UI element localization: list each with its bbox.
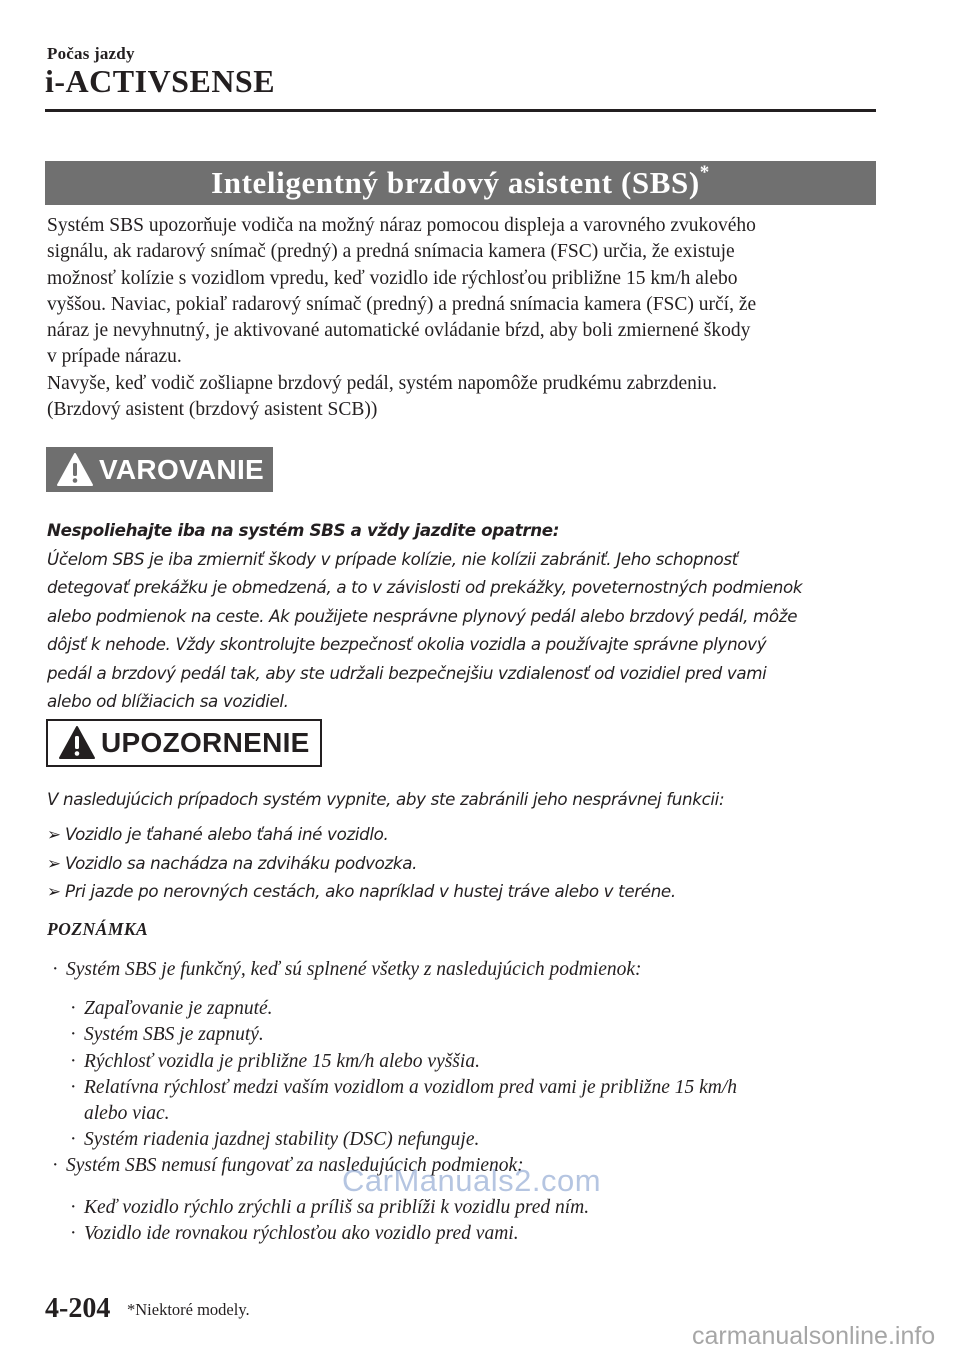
list-item-continuation: alebo viac. xyxy=(84,1103,170,1125)
warning-label: VAROVANIE xyxy=(99,453,265,485)
intro-line: vyššou. Naviac, pokiaľ radarový snímač (predný) a predná snímacia kamera (FSC) určí, že xyxy=(47,293,757,315)
watermark: CarManuals2.com xyxy=(342,1163,602,1198)
bullet-dot: · xyxy=(70,1223,77,1245)
intro-line: Systém SBS upozorňuje vodiča na možný náraz pomocou displeja a varovného zvukového xyxy=(47,215,756,236)
arrow-bullet-icon: ➢ xyxy=(47,852,61,873)
list-item: · Keď vozidlo rýchlo zrýchli a príliš sa priblíži k vozidlu pred ním. xyxy=(70,1195,870,1221)
arrow-bullet-icon: ➢ xyxy=(47,824,61,844)
footnote: *Niektoré modely. xyxy=(127,1300,250,1319)
arrow-bullet-icon: ➢ xyxy=(47,881,61,901)
bullet-dot: · xyxy=(70,1050,77,1072)
warning-text xyxy=(47,516,882,716)
warning-triangle-icon xyxy=(57,723,97,763)
bullet-dot: · xyxy=(52,1155,59,1176)
warning-banner xyxy=(46,447,273,492)
warning-line: detegovať prekážku je obmedzená, a to v závislosti od prekážky, poveternostných podmienok xyxy=(47,577,803,597)
note-point: · Systém SBS nemusí fungovať za nasledujúcich podmienok: xyxy=(52,1153,882,1179)
list-item: ➢ Pri jazde po nerovných cestách, ako napríklad v hustej tráve alebo v teréne. xyxy=(47,877,887,906)
chapter-title: i-ACTIVSENSE xyxy=(45,63,276,99)
caution-intro: V nasledujúcich prípadoch systém vypnite, aby ste zabránili jeho nesprávnej funkcii: xyxy=(47,789,725,809)
warning-heading: Nespoliehajte iba na systém SBS a vždy jazdite opatrne: xyxy=(47,520,560,540)
warning-triangle-icon xyxy=(55,450,95,490)
list-item: ➢ Vozidlo je ťahané alebo ťahá iné vozidlo. xyxy=(47,820,887,849)
header-rule xyxy=(45,109,876,112)
note-sublist xyxy=(70,996,870,1154)
list-item: · Systém riadenia jazdnej stability (DSC) nefunguje. xyxy=(70,1127,870,1153)
list-item: · Relatívna rýchlosť medzi vaším vozidlom a vozidlom pred vami je približne 15 km/h xyxy=(70,1075,870,1101)
list-item: ➢ Vozidlo sa nachádza na zdviháku podvozka. xyxy=(47,849,887,878)
bullet-dot: · xyxy=(70,1076,77,1098)
page-number: 4-204 xyxy=(45,1293,111,1324)
intro-line: (Brzdový asistent (brzdový asistent SCB)) xyxy=(47,399,378,421)
warning-line: alebo podmienok na ceste. Ak použijete nesprávne plynový pedál alebo brzdový pedál, môže xyxy=(47,605,798,626)
list-item: · Vozidlo ide rovnakou rýchlosťou ako vozidlo pred vami. xyxy=(70,1221,870,1247)
note-sublist xyxy=(70,1195,870,1248)
intro-line: náraz je nevyhnutný, je aktivované automatické ovládanie bŕzd, aby boli zmiernené škody xyxy=(47,320,751,342)
list-item: · Rýchlosť vozidla je približne 15 km/h alebo vyššia. xyxy=(70,1049,870,1075)
section-title: Inteligentný brzdový asistent (SBS) xyxy=(211,165,700,200)
intro-text xyxy=(47,213,877,423)
warning-line: alebo od blížiacich sa vozidiel. xyxy=(47,691,289,711)
section-label: Počas jazdy xyxy=(47,44,135,63)
intro-line: Navyše, keď vodič zošliapne brzdový pedál, systém napomôže prudkému zabrzdeniu. xyxy=(47,372,717,394)
note-heading: POZNÁMKA xyxy=(47,919,149,939)
model-marker: * xyxy=(699,162,710,183)
site-watermark: carmanualsonline.info xyxy=(692,1322,936,1350)
bullet-dot: · xyxy=(70,1197,77,1218)
list-item: · Zapaľovanie je zapnuté. xyxy=(70,996,870,1022)
caution-list xyxy=(47,820,887,906)
bullet-dot: · xyxy=(70,1024,77,1046)
warning-line: dôjsť k nehode. Vždy skontrolujte bezpečnosť okolia vozidla a používajte správne plynový xyxy=(47,634,767,654)
bullet-dot: · xyxy=(70,998,77,1019)
note-point: · Systém SBS je funkčný, keď sú splnené všetky z nasledujúcich podmienok: xyxy=(52,957,882,983)
caution-banner xyxy=(46,719,322,767)
bullet-dot: · xyxy=(70,1129,77,1151)
intro-line: možnosť kolízie s vozidlom vpredu, keď vozidlo ide rýchlosťou približne 15 km/h alebo xyxy=(47,267,738,289)
intro-line: v prípade nárazu. xyxy=(47,346,182,368)
warning-line: pedál a brzdový pedál tak, aby ste udržali bezpečnejšiu vzdialenosť od vozidiel pred vami xyxy=(47,662,767,683)
warning-line: Účelom SBS je iba zmierniť škody v prípade kolízie, nie kolízii zabrániť. Jeho schopnosť xyxy=(47,548,738,569)
section-title-bar xyxy=(45,161,876,205)
bullet-dot: · xyxy=(52,959,59,980)
intro-line: signálu, ak radarový snímač (predný) a predná snímacia kamera (FSC) určia, že existuje xyxy=(47,241,735,263)
caution-label: UPOZORNENIE xyxy=(101,727,310,758)
list-item: · Systém SBS je zapnutý. xyxy=(70,1022,870,1048)
